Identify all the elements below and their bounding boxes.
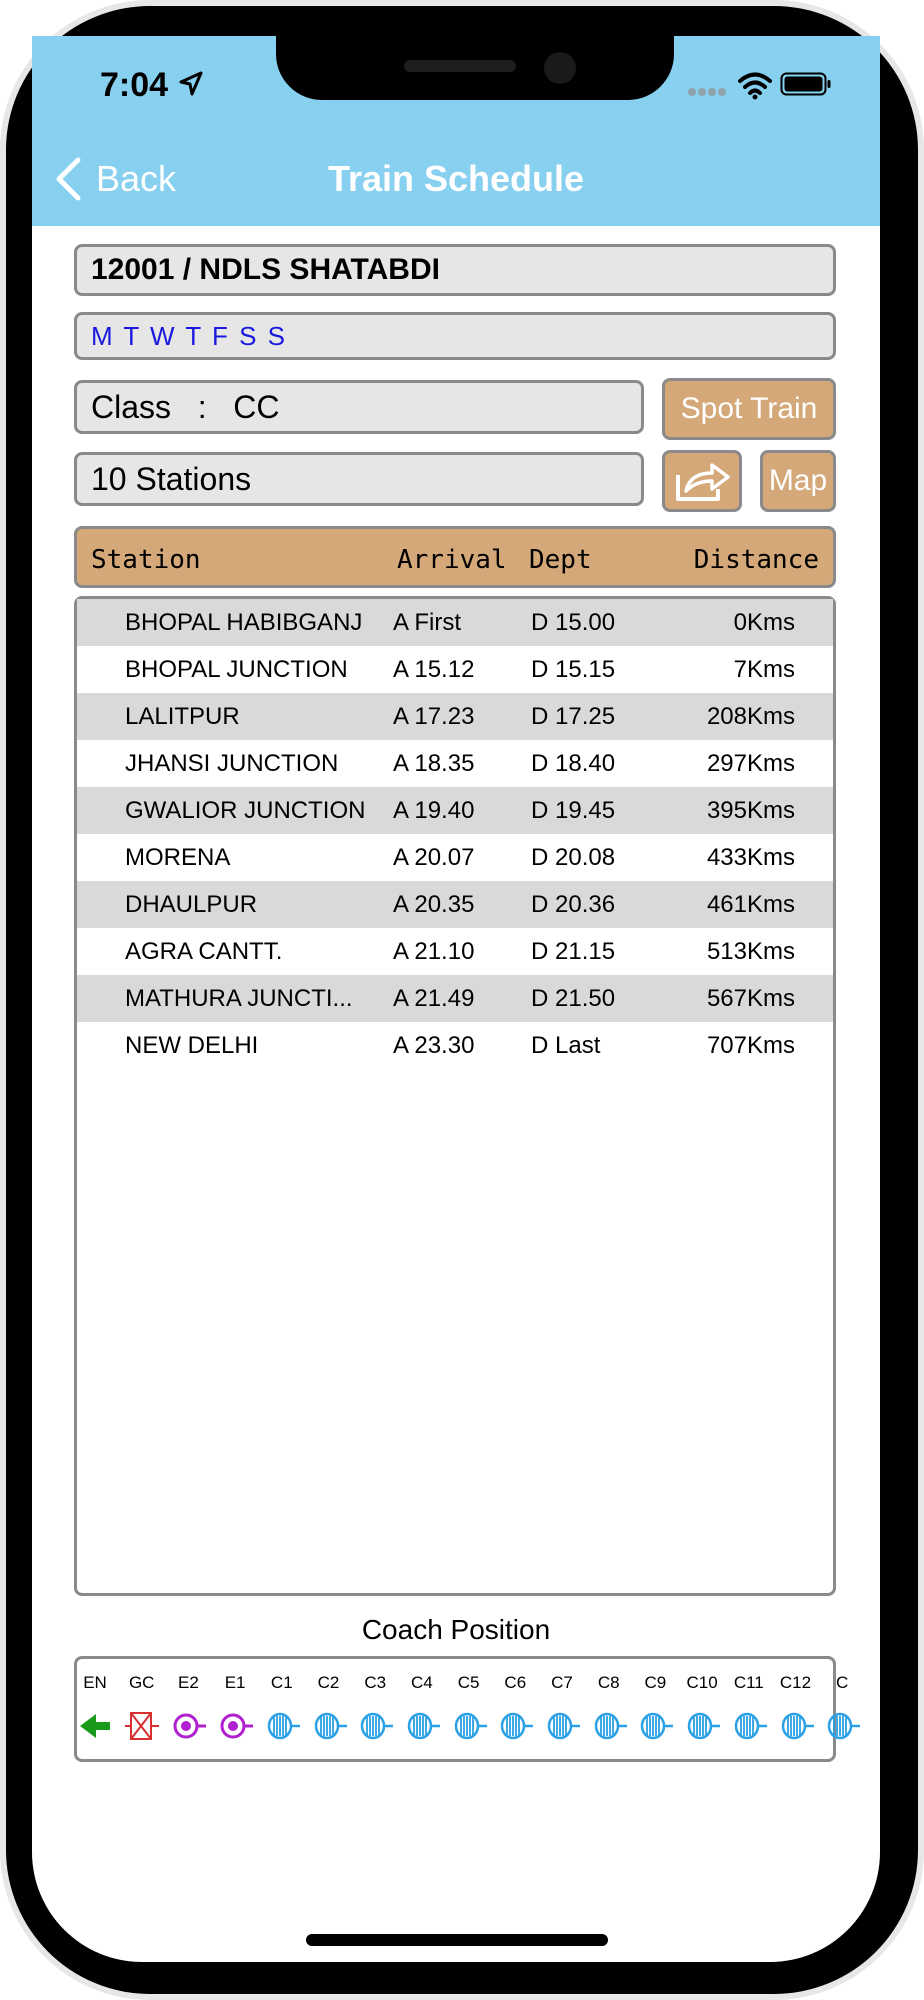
chair-car-icon [636,1709,674,1743]
station-cell: NEW DELHI [125,1032,259,1059]
distance-cell: 7Kms [733,656,795,683]
battery-icon [780,72,832,96]
coach-label: C10 [686,1673,718,1692]
coach-label: C7 [551,1673,573,1692]
table-row[interactable] [77,834,833,881]
arrival-cell: A 20.07 [393,844,475,871]
table-row[interactable] [77,1022,833,1069]
coach-label: C1 [270,1673,293,1692]
coach-c8[interactable] [586,1659,632,1759]
chair-car-icon [683,1709,721,1743]
coach-label: C11 [733,1673,764,1692]
header-arrival: Arrival [397,545,507,575]
station-cell: AGRA CANTT. [125,938,283,965]
distance-cell: 707Kms [706,1032,795,1059]
coach-c2[interactable] [306,1659,352,1759]
table-row[interactable] [77,881,833,928]
coach-position-strip[interactable] [74,1656,849,1762]
coach-label: C6 [504,1673,527,1692]
table-row[interactable] [77,975,833,1022]
table-row[interactable] [77,599,833,646]
map-button[interactable]: Map [760,450,836,512]
station-cell: BHOPAL HABIBGANJ [125,609,363,636]
dept-cell: D 15.00 [531,609,616,636]
spot-train-button[interactable]: Spot Train [662,378,836,440]
chair-car-icon [543,1709,581,1743]
chair-car-icon [823,1709,861,1743]
chair-car-icon [263,1709,301,1743]
share-button[interactable] [662,450,742,512]
distance-cell: 461Kms [706,891,795,918]
coach-label: C3 [364,1673,387,1692]
distance-cell: 567Kms [706,985,795,1012]
coach-label: C2 [317,1673,340,1692]
executive-coach-icon [216,1709,254,1743]
executive-coach-icon [169,1709,207,1743]
coach-en[interactable] [72,1659,118,1759]
coach-gc[interactable] [119,1659,165,1759]
header-distance: Distance [693,545,819,575]
coach-label: C4 [411,1673,433,1692]
coach-c10[interactable] [679,1659,725,1759]
coach-c9[interactable] [632,1659,678,1759]
dept-cell: D 19.45 [531,797,616,824]
engine-icon [76,1709,114,1743]
arrival-cell: A 15.12 [393,656,475,683]
coach-c1[interactable] [259,1659,305,1759]
coach-c4[interactable] [399,1659,445,1759]
schedule-table[interactable] [74,596,836,1596]
header-dept: Dept [529,545,592,575]
device-speaker [404,60,516,72]
chair-car-icon [496,1709,534,1743]
coach-label: C5 [457,1673,480,1692]
arrival-cell: A 17.23 [393,703,475,730]
coach-e1[interactable] [212,1659,258,1759]
chair-car-icon [450,1709,488,1743]
arrival-cell: A 21.10 [393,938,475,965]
coach-label: E2 [177,1673,199,1692]
header-station: Station [91,545,201,575]
distance-cell: 433Kms [706,844,795,871]
dept-cell: D 21.50 [531,985,616,1012]
cellular-signal-icon [687,86,727,98]
arrival-cell: A 19.40 [393,797,475,824]
coach-label: C [836,1673,849,1692]
coach-c11[interactable] [726,1659,772,1759]
page-title: Train Schedule [327,158,585,199]
dept-cell: D Last [531,1032,601,1059]
coach-c3[interactable] [352,1659,398,1759]
coach-position-title: Coach Position [361,1614,551,1645]
share-icon [672,459,732,503]
table-row[interactable] [77,693,833,740]
back-label: Back [96,158,177,199]
coach-c12[interactable] [773,1659,819,1759]
table-row[interactable] [77,740,833,787]
status-time: 7:04 [100,66,169,104]
train-name-field: 12001 / NDLS SHATABDI [74,244,836,296]
arrival-cell: A 23.30 [393,1032,475,1059]
class-field[interactable]: Class : CC [74,380,644,434]
coach-label: E1 [224,1673,246,1692]
coach-c5[interactable] [446,1659,492,1759]
coach-label: C9 [644,1673,667,1692]
arrival-cell: A First [393,609,462,636]
distance-cell: 208Kms [706,703,795,730]
station-cell: DHAULPUR [125,891,258,918]
station-cell: GWALIOR JUNCTION [125,797,366,824]
coach-label: C12 [779,1673,812,1692]
chair-car-icon [590,1709,628,1743]
location-arrow-icon [177,70,205,98]
coach-e2[interactable] [165,1659,211,1759]
station-count-field: 10 Stations [74,452,644,506]
station-cell: MORENA [125,844,231,871]
distance-cell: 0Kms [733,609,795,636]
guard-coach-icon [123,1709,161,1743]
station-cell: MATHURA JUNCTI... [125,985,353,1012]
chair-car-icon [777,1709,815,1743]
arrival-cell: A 20.35 [393,891,475,918]
home-indicator [306,1934,608,1946]
app-screen [32,36,880,1962]
dept-cell: D 20.36 [531,891,616,918]
coach-c6[interactable] [492,1659,538,1759]
dept-cell: D 20.08 [531,844,616,871]
coach-label: GC [128,1673,155,1692]
station-cell: JHANSI JUNCTION [125,750,339,777]
chair-car-icon [356,1709,394,1743]
chair-car-icon [310,1709,348,1743]
schedule-table-header [74,526,836,588]
distance-cell: 395Kms [706,797,795,824]
wifi-icon [738,70,772,100]
dept-cell: D 15.15 [531,656,616,683]
table-row[interactable] [77,787,833,834]
chair-car-icon [730,1709,768,1743]
table-row[interactable] [77,928,833,975]
arrival-cell: A 21.49 [393,985,475,1012]
chair-car-icon [403,1709,441,1743]
coach-label: C8 [597,1673,620,1692]
arrival-cell: A 18.35 [393,750,475,777]
device-camera [544,52,576,84]
station-cell: BHOPAL JUNCTION [125,656,348,683]
coach-label: EN [83,1673,107,1692]
dept-cell: D 21.15 [531,938,616,965]
running-days-field: M T W T F S S [74,312,836,360]
table-row[interactable] [77,646,833,693]
coach-c[interactable] [819,1659,865,1759]
station-cell: LALITPUR [125,703,240,730]
distance-cell: 297Kms [706,750,795,777]
dept-cell: D 18.40 [531,750,616,777]
coach-c7[interactable] [539,1659,585,1759]
distance-cell: 513Kms [706,938,795,965]
dept-cell: D 17.25 [531,703,616,730]
